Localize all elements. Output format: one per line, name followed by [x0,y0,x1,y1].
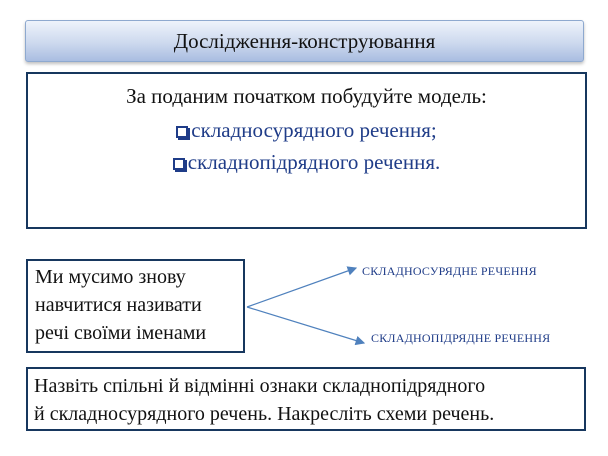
quote-line: Ми мусимо знову [35,266,186,288]
task-option-complex-text: складнопідрядного речення. [187,150,441,174]
question-line: й складносурядного речень. Накресліть схеми речень. [34,403,495,425]
label-compound-sentence: СКЛАДНОСУРЯДНЕ РЕЧЕННЯ [362,264,537,278]
arrow-to-complex [247,307,364,343]
slide-title-text: Дослідження-конструювання [173,28,436,53]
task-option-compound-text: складносурядного речення; [191,118,437,142]
task-instruction: За поданим початком побудуйте модель: [126,84,487,108]
quote-line: навчитися називати [35,294,202,316]
question-line: Назвіть спільні й відмінні ознаки складнопідрядного [34,375,486,397]
quote-line: речі своїми іменами [35,322,207,344]
label-complex-sentence: СКЛАДНОПІДРЯДНЕ РЕЧЕННЯ [371,331,551,345]
question-box [26,367,586,431]
arrow-to-compound [247,268,356,307]
